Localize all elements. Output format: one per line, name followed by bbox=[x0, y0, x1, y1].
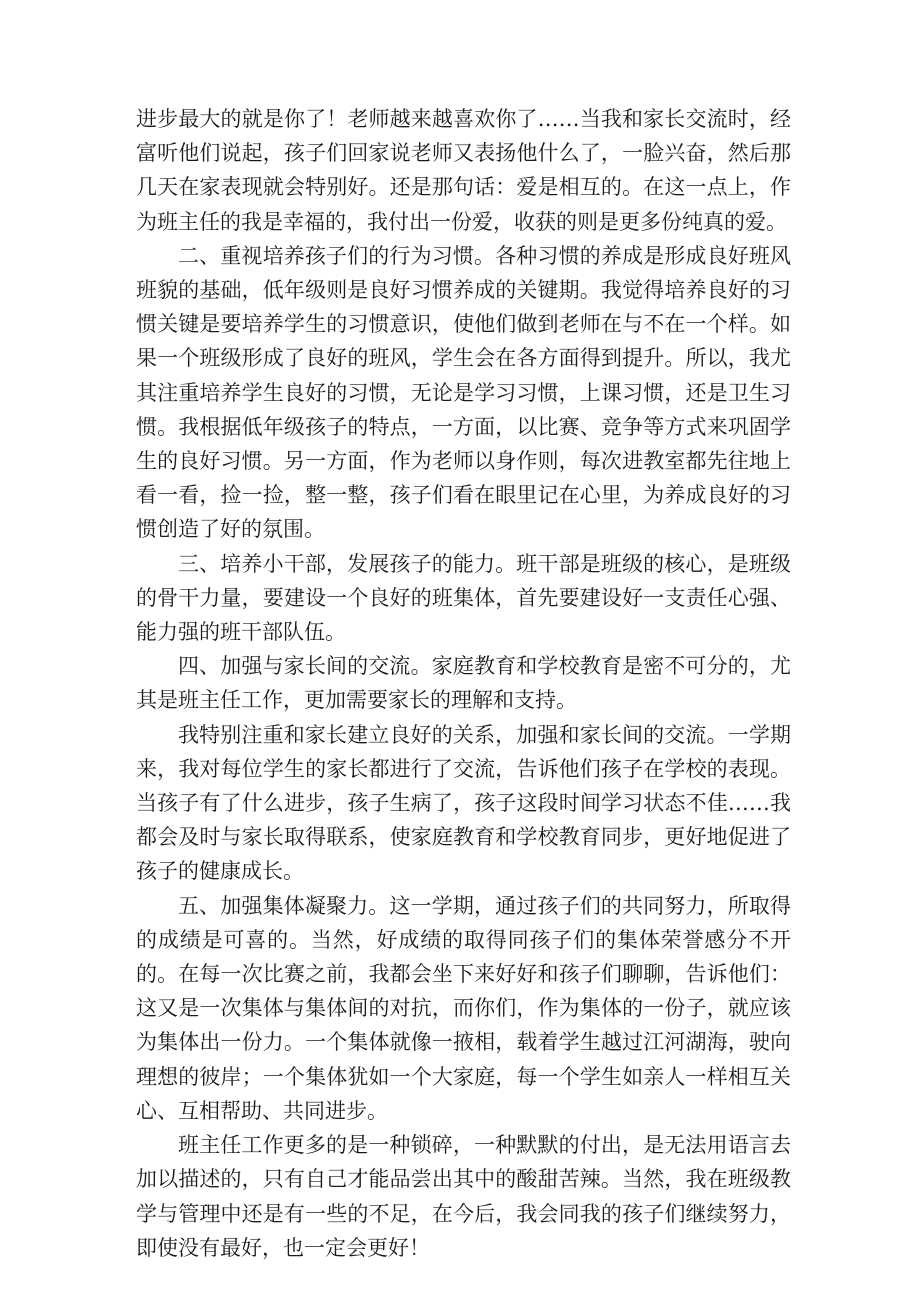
paragraph-conclusion: 班主任工作更多的是一种锁碎，一种默默的付出，是无法用语言去加以描述的，只有自己才能品尝出其中的酸甜苦辣。当然，我在班级教学与管理中还是有一些的不足，在今后，我会同我的孩子们继续努力，即使没有最好，也一定会更好！ bbox=[136, 1133, 791, 1260]
paragraph-parent-communication: 四、加强与家长间的交流。家庭教育和学校教育是密不可分的，尤其是班主任工作，更加需要家长的理解和支持。 bbox=[136, 654, 791, 713]
paragraph-class-cadres: 三、培养小干部，发展孩子的能力。班干部是班级的核心，是班级的骨干力量，要建设一个良好的班集体，首先要建设好一支责任心强、能力强的班干部队伍。 bbox=[136, 551, 791, 645]
paragraph-collective-cohesion: 五、加强集体凝聚力。这一学期，通过孩子们的共同努力，所取得的成绩是可喜的。当然，好成绩的取得同孩子们的集体荣誉感分不开的。在每一次比赛之前，我都会坐下来好好和孩子们聊聊，告诉他们：这又是一次集体与集体间的对抗，而你们，作为集体的一份子，就应该为集体出一份力。一个集体就像一掖相，载着学生越过江河湖海，驶向理想的彼岸；一个集体犹如一个大家庭，每一个学生如亲人一样相互关心、互相帮助、共同进步。 bbox=[136, 893, 791, 1123]
paragraph-continuation: 进步最大的就是你了！老师越来越喜欢你了……当我和家长交流时，经富听他们说起，孩子们回家说老师又表扬他什么了，一脸兴奋，然后那几天在家表现就会特别好。还是那句话：爱是相互的。在这一点上，作为班主任的我是幸福的，我付出一份爱，收获的则是更多份纯真的爱。 bbox=[136, 107, 791, 234]
paragraph-behavior-habits: 二、重视培养孩子们的行为习惯。各种习惯的养成是形成良好班风班貌的基础，低年级则是良好习惯养成的关键期。我觉得培养良好的习惯关键是要培养学生的习惯意识，使他们做到老师在与不在一个样。如果一个班级形成了良好的班风，学生会在各方面得到提升。所以，我尤其注重培养学生良好的习惯，无论是学习习惯，上课习惯，还是卫生习惯。我根据低年级孩子的特点，一方面，以比赛、竞争等方式来巩固学生的良好习惯。另一方面，作为老师以身作则，每次进教室都先往地上看一看，捡一捡，整一整，孩子们看在眼里记在心里，为养成良好的习惯创造了好的氛围。 bbox=[136, 243, 791, 542]
paragraph-parent-relationship: 我特别注重和家长建立良好的关系，加强和家长间的交流。一学期来，我对每位学生的家长都进行了交流，告诉他们孩子在学校的表现。当孩子有了什么进步，孩子生病了，孩子这段时间学习状态不佳……我都会及时与家长取得联系，使家庭教育和学校教育同步，更好地促进了孩子的健康成长。 bbox=[136, 722, 791, 884]
document-body bbox=[136, 102, 791, 1265]
